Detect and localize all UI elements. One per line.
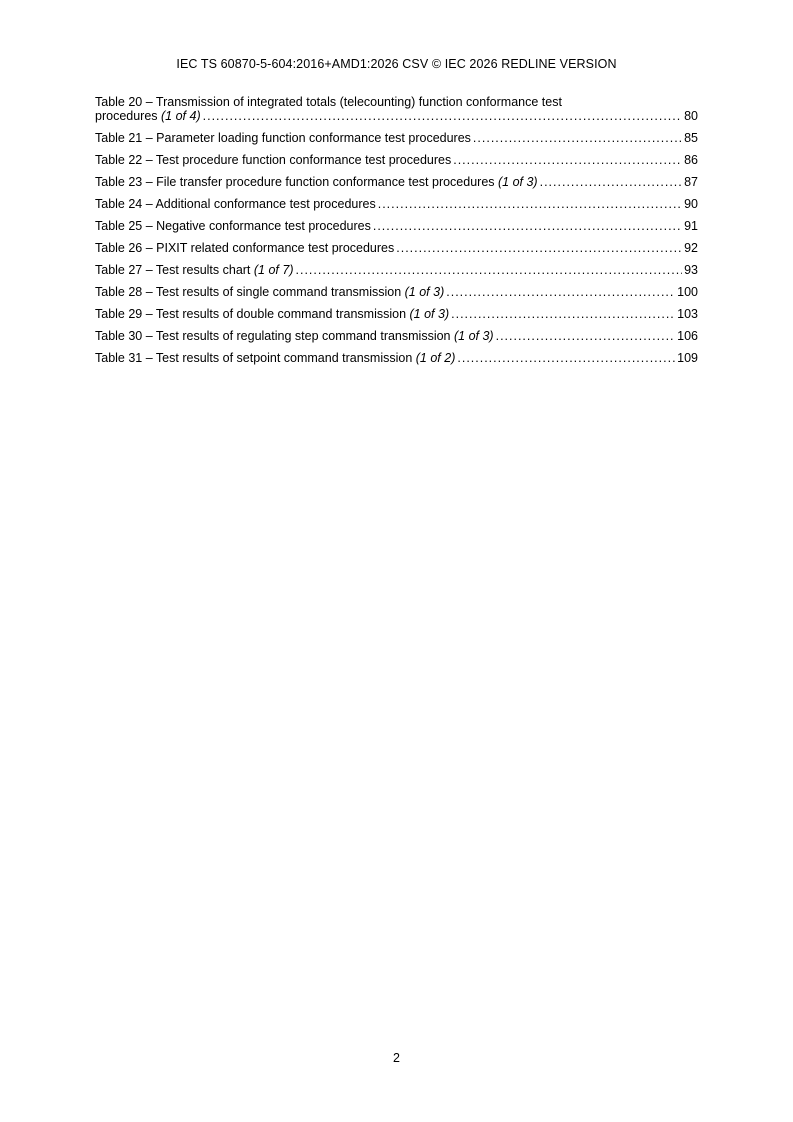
toc-dot-leader: [296, 263, 683, 277]
toc-entry-table-27[interactable]: [95, 263, 698, 277]
toc-entry-row: [95, 131, 698, 145]
toc-entry-row: [95, 329, 698, 343]
toc-entry-title-text: Table 30 – Test results of regulating step command transmission: [95, 329, 454, 343]
toc-entry-table-22[interactable]: [95, 153, 698, 167]
toc-entry-table-24[interactable]: [95, 197, 698, 211]
toc-entry-table-25[interactable]: [95, 219, 698, 233]
toc-entry-row: [95, 351, 698, 365]
toc-entry-page-number: 106: [677, 329, 698, 343]
toc-entry-table-21[interactable]: [95, 131, 698, 145]
toc-entry-title-text: Table 22 – Test procedure function conformance test procedures: [95, 153, 452, 167]
toc-entry-page-number: 109: [677, 351, 698, 365]
toc-entry-row: [95, 197, 698, 211]
toc-entry-table-29[interactable]: [95, 307, 698, 321]
toc-entry-title: [95, 285, 444, 299]
toc-entry-page-number: 100: [677, 285, 698, 299]
toc-entry-page-number: 103: [677, 307, 698, 321]
toc-entry-title: [95, 263, 294, 277]
toc-dot-leader: [496, 329, 676, 343]
toc-entry-row: [95, 175, 698, 189]
toc-entry-page-number: 85: [684, 131, 698, 145]
toc-entry-part-note: (1 of 7): [253, 263, 294, 277]
toc-entry-row: [95, 109, 698, 123]
toc-dot-leader: [540, 175, 682, 189]
toc-entry-part-note: (1 of 3): [498, 175, 538, 189]
toc-entry-page-number: 80: [684, 109, 698, 123]
toc-entry-page-number: 86: [684, 153, 698, 167]
toc-dot-leader: [396, 241, 682, 255]
toc-dot-leader: [203, 109, 682, 123]
toc-dot-leader: [446, 285, 675, 299]
toc-entry-table-20[interactable]: [95, 95, 698, 123]
toc-entry-title: [95, 153, 451, 167]
toc-entry-row: [95, 307, 698, 321]
toc-entry-title-text: Table 24 – Additional conformance test procedures: [95, 197, 376, 211]
toc-entry-title-text: Table 31 – Test results of setpoint command transmission: [95, 351, 416, 365]
toc-entry-table-26[interactable]: [95, 241, 698, 255]
toc-entry-title: [95, 329, 494, 343]
toc-entry-title-text: procedures: [95, 109, 162, 123]
toc-entry-part-note: (1 of 3): [453, 329, 494, 343]
page-number: 2: [393, 1051, 400, 1065]
toc-entry-title-text: Table 26 – PIXIT related conformance test procedures: [95, 241, 395, 255]
toc-entry-page-number: 87: [684, 175, 698, 189]
toc-entry-part-note: (1 of 2): [415, 351, 456, 365]
page-header: IEC TS 60870-5-604:2016+AMD1:2026 CSV © IEC 2026 REDLINE VERSION: [176, 57, 617, 71]
toc-entry-title-text: Table 29 – Test results of double command transmission: [95, 307, 410, 321]
toc-entry-title: [95, 351, 455, 365]
toc-entry-title-text: Table 23 – File transfer procedure function conformance test procedures: [95, 175, 498, 189]
toc-dot-leader: [473, 131, 682, 145]
toc-dot-leader: [373, 219, 682, 233]
toc-entry-table-30[interactable]: [95, 329, 698, 343]
toc-entry-title-text: Table 27 – Test results chart: [95, 263, 254, 277]
toc-entry-row: [95, 263, 698, 277]
toc-entry-title: [95, 197, 376, 211]
toc-entry-table-23[interactable]: [95, 175, 698, 189]
toc-entry-page-number: 93: [684, 263, 698, 277]
toc-entry-title: [95, 175, 538, 189]
toc-entry-row: [95, 285, 698, 299]
toc-entry-page-number: 91: [684, 219, 698, 233]
toc-entry-row: [95, 219, 698, 233]
toc-entry-page-number: 90: [684, 197, 698, 211]
toc-entry-lead-text: Table 20 – Transmission of integrated totals (telecounting) function conformance test: [95, 95, 562, 109]
toc-entry-title: [95, 307, 449, 321]
toc-entry-part-note: (1 of 4): [161, 109, 201, 123]
toc-dot-leader: [378, 197, 682, 211]
toc-entry-page-number: 92: [684, 241, 698, 255]
toc-entry-title: [95, 241, 394, 255]
toc-entry-row: [95, 153, 698, 167]
toc-entry-title: [95, 219, 371, 233]
toc-entry-title-text: Table 28 – Test results of single command transmission: [95, 285, 405, 299]
toc-entry-part-note: (1 of 3): [404, 285, 445, 299]
toc-entry-part-note: (1 of 3): [409, 307, 450, 321]
toc-entry-row: [95, 241, 698, 255]
toc-entry-title-text: Table 25 – Negative conformance test procedures: [95, 219, 371, 233]
table-of-tables: [95, 95, 698, 373]
toc-entry-table-31[interactable]: [95, 351, 698, 365]
toc-entry-title: [95, 131, 471, 145]
toc-entry-title-text: Table 21 – Parameter loading function conformance test procedures: [95, 131, 471, 145]
toc-dot-leader: [453, 153, 682, 167]
toc-entry-title: [95, 109, 201, 123]
toc-dot-leader: [451, 307, 675, 321]
toc-entry-table-28[interactable]: [95, 285, 698, 299]
toc-dot-leader: [457, 351, 675, 365]
